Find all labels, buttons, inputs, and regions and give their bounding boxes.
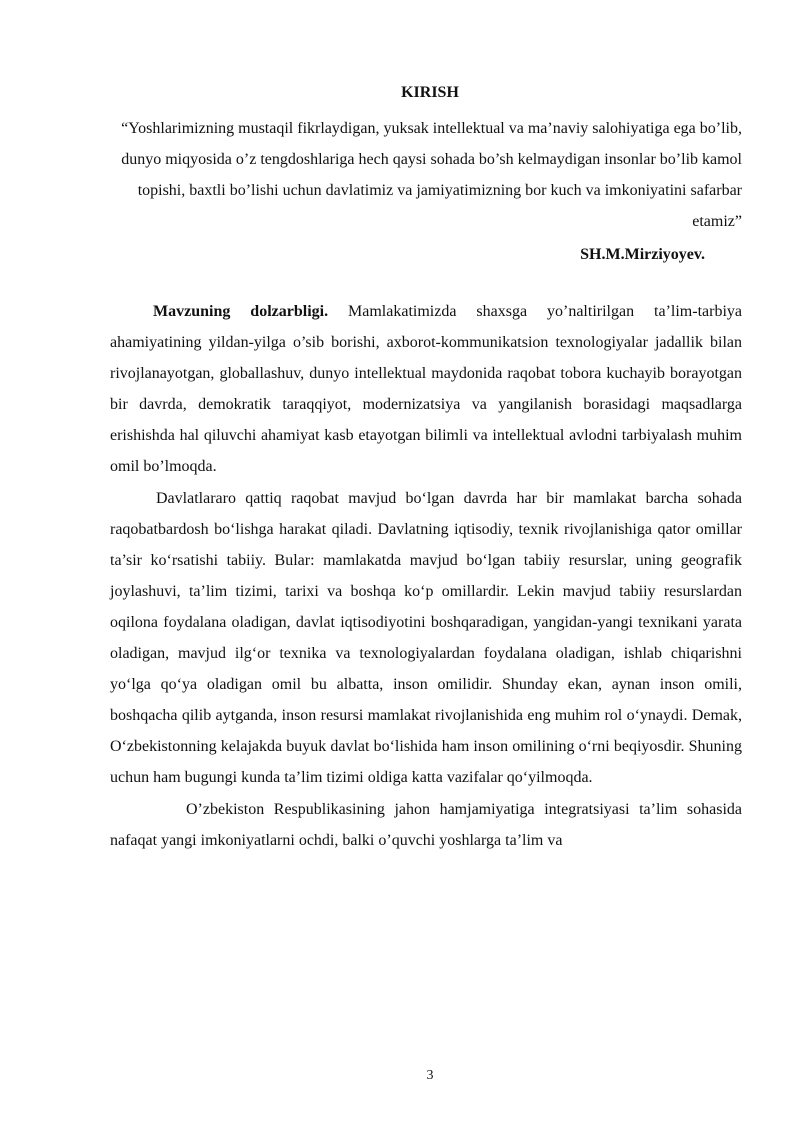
body-text [110,296,742,856]
page-number: 3 [426,1068,434,1083]
paragraph-text: Mamlakatimizda shaxsga yo’naltirilgan ta’lim-tarbiya ahamiyatining yildan-yilga o’sib borishi, axborot-kommunikatsion texnologiyalar jadallik bilan rivojlanayotgan, globallashuv, dunyo intellektual maydonida raqobat tobora kuchayib borayotgan bir davrda, demokratik taraqqiyot, modernizatsiya va yangilanish borasidagi maqsadlarga erishishda hal qiluvchi ahamiyat kasb etayotgan bilimli va intellektual avlodni tarbiyalash muhim omil bo’lmoqda. [110,303,742,476]
epigraph-author: SH.M.Mirziyoyev. [580,246,705,263]
paragraph-integration: O’zbekiston Respublikasining jahon hamjamiyatiga integratsiyasi ta’lim sohasida nafaqat yangi imkoniyatlarni ochdi, balki o’quvchi yoshlarga ta’lim va [110,800,742,849]
section-title: KIRISH [401,84,459,101]
paragraph-relevance [110,296,742,483]
paragraph-lead: Mavzuning dolzarbligi. [153,303,329,320]
paragraph-competition: Davlatlararo qattiq raqobat mavjud bo‘lgan davrda har bir mamlakat barcha sohada raqobatbardosh bo‘lishga harakat qiladi. Davlatning iqtisodiy, texnik rivojlanishiga qator omillar ta’sir ko‘rsatishi tabiiy. Bular: mamlakatda mavjud bo‘lgan tabiiy resurslar, uning geografik joylashuvi, ta’lim tizimi, tarixi va boshqa ko‘p omillardir. Lekin mavjud tabiiy resurslardan oqilona foydalana oladigan, davlat iqtisodiyotini boshqaradigan, yangidan-yangi texnikani yarata oladigan, mavjud ilg‘or texnika va texnologiyalardan foydalana oladigan, ishlab chiqarishni yo‘lga qo‘ya oladigan omil bu albatta, inson omilidir. Shunday ekan, aynan inson omili, boshqacha qilib aytganda, inson resursi mamlakat rivojlanishida eng muhim rol o‘ynaydi. Demak, O‘zbekistonning kelajakda buyuk davlat bo‘lishida ham inson omilining o‘rni beqiyosdir. Shuning uchun ham bugungi kunda ta’lim tizimi oldiga katta vazifalar qo‘yilmoqda. [110,489,742,787]
epigraph-quote: “Yoshlarimizning mustaqil fikrlaydigan, yuksak intellektual va ma’naviy salohiyatiga ega bo’lib, dunyo miqyosida o’z tengdoshlariga hech qaysi sohada bo’sh kelmaydigan insonlar bo’lib kamol topishi, baxtli bo’lishi uchun davlatimiz va jamiyatimizning bor kuch va imkoniyatini safarbar etamiz” [121,120,742,230]
